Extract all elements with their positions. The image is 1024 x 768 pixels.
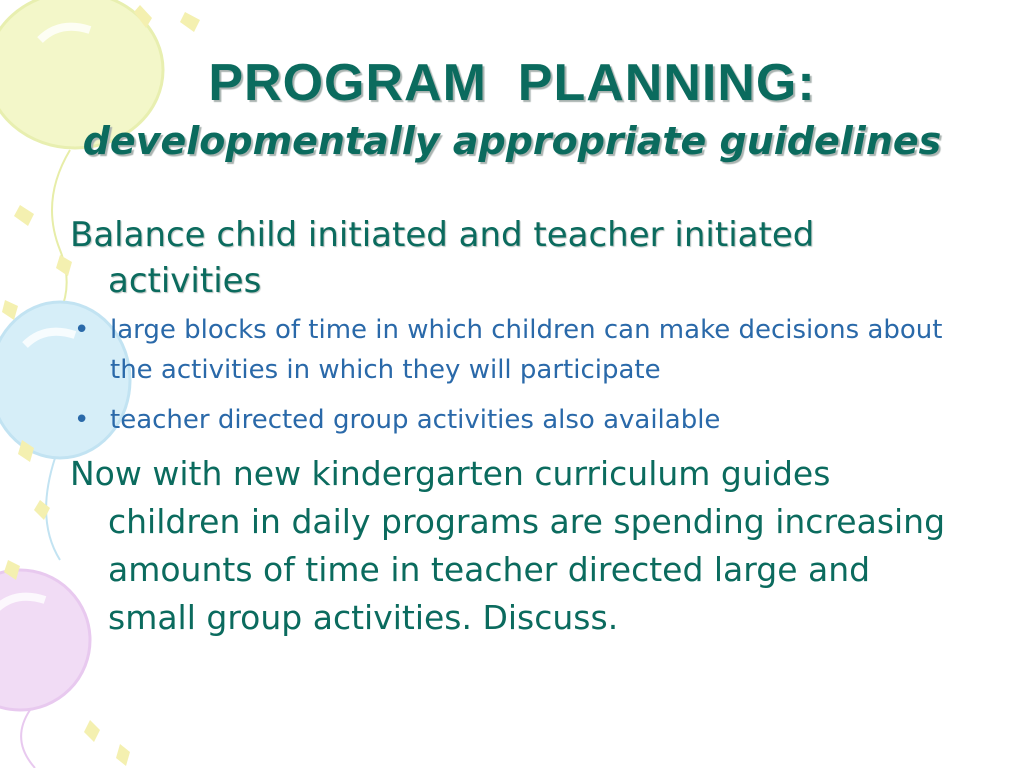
discussion-paragraph: Now with new kindergarten curriculum guides children in daily programs are spending increasing amounts of time in teacher directed large and small group activities. Discuss. [70, 454, 946, 637]
section-heading: Balance child initiated and teacher initiated activities [70, 215, 815, 301]
bullet-marker-icon: • [74, 405, 90, 435]
bullet-item [70, 310, 950, 390]
bullet-text: large blocks of time in which children can make decisions about the activities in which they will participate [110, 315, 943, 385]
slide-subtitle: developmentally appropriate guidelines [82, 119, 942, 163]
slide-body [70, 212, 950, 642]
slide-title: PROGRAM PLANNING: [208, 54, 816, 112]
bullet-item [70, 400, 950, 440]
bullet-marker-icon: • [74, 315, 90, 345]
bullet-list [70, 310, 950, 440]
bullet-text: teacher directed group activities also available [110, 405, 721, 435]
